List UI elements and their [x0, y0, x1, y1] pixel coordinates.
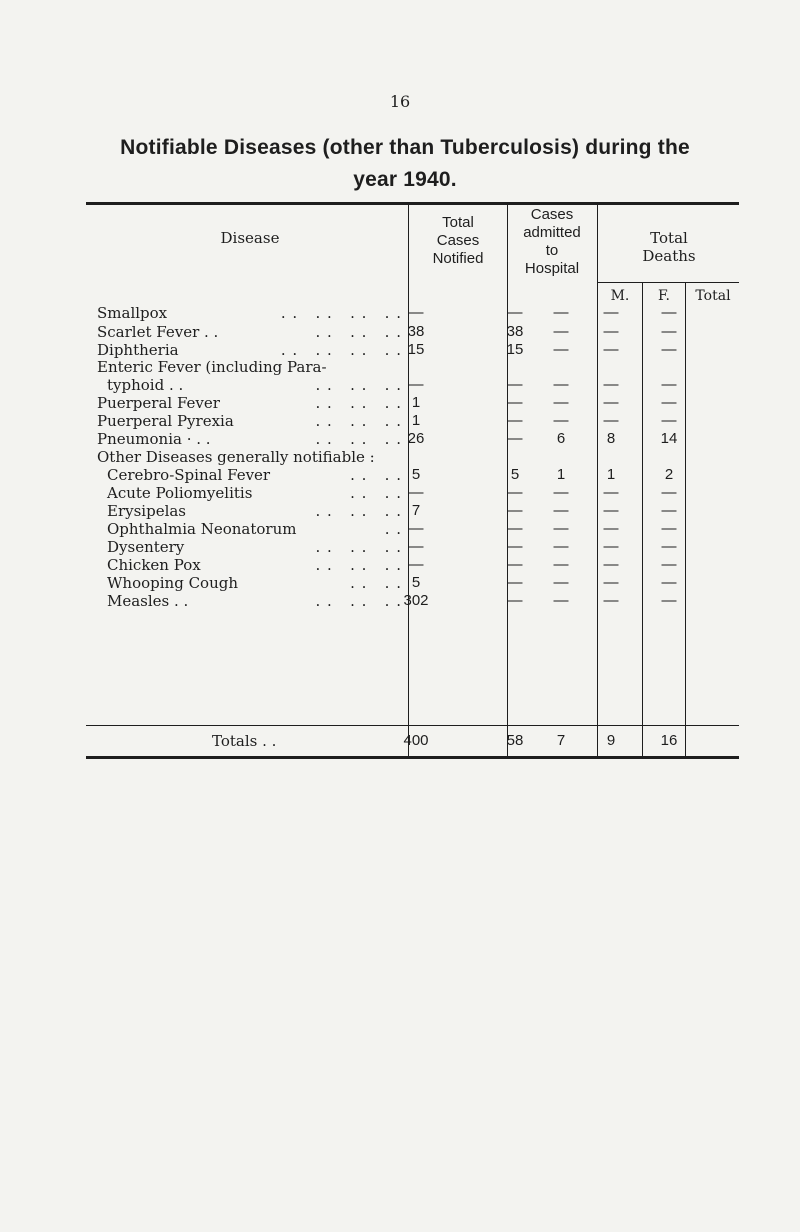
dot-leaders: . . . .	[350, 484, 402, 502]
cell-male-deaths: —	[553, 341, 569, 358]
cell-male-deaths: —	[553, 574, 569, 591]
dot-leaders: . . . . . .	[315, 394, 402, 412]
disease-label: Other Diseases generally notifiable :	[97, 448, 375, 466]
disease-label: Measles . .	[107, 592, 189, 610]
dot-leaders: . . . . . .	[315, 502, 402, 520]
cell-notified: 1	[411, 394, 421, 411]
cell-male-deaths: 1	[556, 466, 566, 483]
header-admitted: Cases admitted to Hospital	[523, 206, 581, 277]
cell-total-deaths: 14	[660, 430, 678, 447]
cell-hospital: —	[507, 430, 523, 447]
cell-total-deaths: —	[661, 341, 677, 358]
cell-total-deaths: —	[661, 592, 677, 609]
cell-hospital: —	[507, 556, 523, 573]
disease-label: Enteric Fever (including Para-	[97, 358, 327, 376]
title-line-2: year 1940.	[353, 168, 457, 191]
cell-notified: —	[408, 376, 424, 393]
dot-leaders: . . . .	[350, 466, 402, 484]
dot-leaders: . . . . . .	[315, 323, 402, 341]
cell-total-deaths: —	[661, 304, 677, 321]
cell-notified: 15	[407, 341, 425, 358]
disease-label: Cerebro-Spinal Fever	[107, 466, 271, 484]
disease-label: Smallpox	[97, 304, 168, 322]
cell-notified: —	[408, 304, 424, 321]
cell-hospital: —	[507, 304, 523, 321]
cell-hospital: —	[507, 592, 523, 609]
cell-hospital: 15	[506, 341, 524, 358]
cell-hospital: —	[507, 574, 523, 591]
cell-hospital: —	[507, 484, 523, 501]
cell-notified: —	[408, 538, 424, 555]
cell-total-deaths: —	[661, 323, 677, 340]
cell-hospital: —	[507, 502, 523, 519]
dot-leaders: . . . . . .	[315, 556, 402, 574]
dot-leaders: . . . .	[350, 574, 402, 592]
cell-female-deaths: —	[603, 520, 619, 537]
table-row	[97, 323, 737, 341]
cell-female-deaths: —	[603, 484, 619, 501]
cell-hospital: 5	[510, 466, 520, 483]
table-row	[97, 592, 737, 610]
dot-leaders: . . . . . .	[315, 538, 402, 556]
cell-hospital: —	[507, 412, 523, 429]
cell-male-deaths: —	[553, 592, 569, 609]
dot-leaders: . . . . . .	[315, 412, 402, 430]
disease-label: typhoid . .	[107, 376, 184, 394]
disease-label: Diphtheria	[97, 341, 179, 359]
cell-notified: 7	[411, 502, 421, 519]
cell-notified: —	[408, 484, 424, 501]
disease-label: Scarlet Fever . .	[97, 323, 219, 341]
cell-female-deaths: —	[603, 341, 619, 358]
page-number: 16	[389, 92, 411, 111]
cell-male-deaths: —	[553, 502, 569, 519]
table-top-rule	[86, 202, 739, 205]
table-row	[97, 304, 737, 322]
header-total: Total	[695, 288, 731, 304]
cell-female-deaths: —	[603, 538, 619, 555]
cell-female-deaths: —	[603, 574, 619, 591]
cell-male-deaths: —	[553, 538, 569, 555]
cell-hospital: —	[507, 520, 523, 537]
dot-leaders: . . . . . .	[315, 430, 402, 448]
header-female: F.	[658, 288, 670, 304]
cell-female-deaths: —	[603, 556, 619, 573]
cell-total-deaths: —	[661, 412, 677, 429]
table-row	[97, 502, 737, 520]
dot-leaders: . . . . . .	[315, 592, 402, 610]
table-row	[97, 466, 737, 484]
cell-female-deaths: —	[603, 376, 619, 393]
header-disease: Disease	[220, 229, 280, 247]
totals-notified: 400	[403, 732, 429, 749]
header-male: M.	[610, 288, 630, 304]
dot-leaders: . .	[384, 520, 402, 538]
dot-leaders: . . . . . .	[315, 376, 402, 394]
cell-total-deaths: —	[661, 520, 677, 537]
disease-label: Chicken Pox	[107, 556, 201, 574]
cell-female-deaths: —	[603, 592, 619, 609]
cell-notified: —	[408, 520, 424, 537]
cell-female-deaths: —	[603, 323, 619, 340]
totals-female: 9	[606, 732, 616, 749]
cell-notified: 26	[407, 430, 425, 447]
table-row	[97, 358, 737, 376]
cell-hospital: —	[507, 376, 523, 393]
dot-leaders: . . . . . . . .	[280, 341, 402, 359]
cell-total-deaths: 2	[664, 466, 674, 483]
table-row	[97, 412, 737, 430]
cell-male-deaths: —	[553, 556, 569, 573]
table-row	[97, 556, 737, 574]
cell-notified: 38	[407, 323, 425, 340]
header-total-cases: Total Cases Notified	[432, 214, 484, 267]
cell-notified: 5	[411, 574, 421, 591]
cell-male-deaths: —	[553, 323, 569, 340]
disease-label: Pneumonia · . .	[97, 430, 211, 448]
table-row	[97, 484, 737, 502]
cell-notified: 5	[411, 466, 421, 483]
cell-female-deaths: 8	[606, 430, 616, 447]
cell-total-deaths: —	[661, 394, 677, 411]
disease-label: Puerperal Pyrexia	[97, 412, 234, 430]
table-row	[97, 538, 737, 556]
table-row	[97, 376, 737, 394]
cell-male-deaths: —	[553, 412, 569, 429]
totals-hospital: 58	[506, 732, 524, 749]
totals-row	[97, 732, 737, 750]
cell-male-deaths: —	[553, 484, 569, 501]
page-title	[80, 132, 730, 196]
disease-label: Ophthalmia Neonatorum	[107, 520, 297, 538]
totals-label: Totals . .	[212, 732, 277, 750]
cell-hospital: 38	[506, 323, 524, 340]
header-deaths: Total Deaths	[642, 229, 696, 265]
cell-female-deaths: —	[603, 412, 619, 429]
totals-male: 7	[556, 732, 566, 749]
cell-notified: 302	[403, 592, 429, 609]
table-row	[97, 430, 737, 448]
cell-male-deaths: —	[553, 304, 569, 321]
cell-male-deaths: 6	[556, 430, 566, 447]
title-line-1: Notifiable Diseases (other than Tuberculosis) during the	[120, 136, 690, 159]
cell-notified: —	[408, 556, 424, 573]
cell-hospital: —	[507, 538, 523, 555]
table-row	[97, 394, 737, 412]
table-row	[97, 448, 737, 466]
cell-female-deaths: —	[603, 502, 619, 519]
cell-male-deaths: —	[553, 376, 569, 393]
deaths-subheader-underline	[597, 282, 739, 283]
disease-label: Erysipelas	[107, 502, 187, 520]
cell-total-deaths: —	[661, 502, 677, 519]
disease-label: Dysentery	[107, 538, 185, 556]
cell-notified: 1	[411, 412, 421, 429]
disease-label: Puerperal Fever	[97, 394, 220, 412]
dot-leaders: . . . . . . . .	[280, 304, 402, 322]
cell-female-deaths: —	[603, 304, 619, 321]
cell-hospital: —	[507, 394, 523, 411]
cell-total-deaths: —	[661, 538, 677, 555]
cell-total-deaths: —	[661, 484, 677, 501]
cell-male-deaths: —	[553, 394, 569, 411]
disease-label: Acute Poliomyelitis	[107, 484, 253, 502]
cell-male-deaths: —	[553, 520, 569, 537]
cell-total-deaths: —	[661, 376, 677, 393]
disease-label: Whooping Cough	[107, 574, 239, 592]
table-row	[97, 341, 737, 359]
cell-female-deaths: 1	[606, 466, 616, 483]
cell-total-deaths: —	[661, 556, 677, 573]
cell-total-deaths: —	[661, 574, 677, 591]
cell-female-deaths: —	[603, 394, 619, 411]
table-row	[97, 574, 737, 592]
table-row	[97, 520, 737, 538]
totals-total: 16	[660, 732, 678, 749]
